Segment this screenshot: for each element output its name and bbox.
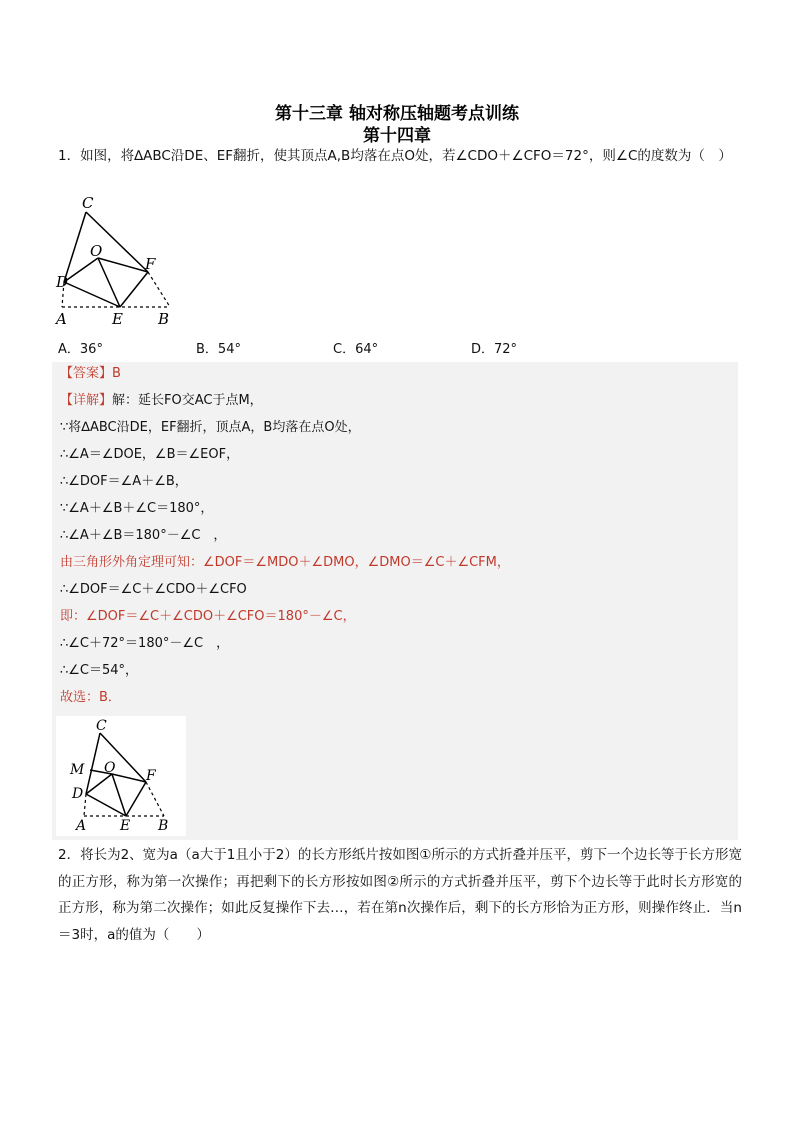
fig2-label-f: F	[146, 768, 156, 784]
detail-line-2: ∴∠A＝∠DOE，∠B＝∠EOF，	[60, 447, 240, 462]
option-d[interactable]: D．72°	[471, 342, 518, 357]
detail-line-1: ∵将∆ABC沿DE，EF翻折，顶点A，B均落在点O处，	[60, 420, 361, 435]
fig1-label-o: O	[90, 242, 103, 260]
option-c[interactable]: C．64°	[333, 342, 379, 357]
detail-line-11: 故选：B．	[60, 690, 121, 705]
fig2-label-m: M	[70, 762, 85, 778]
solution-figure	[56, 716, 186, 836]
chapter-title: 第十三章 轴对称压轴题考点训练	[275, 104, 519, 124]
solution-box	[52, 362, 738, 840]
detail-line-3: ∴∠DOF＝∠A＋∠B，	[60, 474, 188, 489]
detail-tag: 【详解】	[60, 393, 113, 408]
fig2-label-d: D	[72, 786, 84, 802]
fig2-label-b: B	[158, 818, 169, 834]
detail-line-5: ∴∠A＋∠B＝180°－∠C ，	[60, 528, 227, 543]
fig1-label-e: E	[112, 310, 123, 328]
detail-line-10: ∴∠C＝54°，	[60, 663, 139, 678]
detail-line-0: 【详解】解：延长FO交AC于点M，	[60, 393, 263, 408]
detail-line-6: 由三角形外角定理可知：∠DOF＝∠MDO＋∠DMO，∠DMO＝∠C＋∠CFM，	[60, 555, 510, 570]
answer-line	[60, 364, 121, 384]
detail-line-8: 即：∠DOF＝∠C＋∠CDO＋∠CFO＝180°－∠C，	[60, 609, 356, 624]
option-b[interactable]: B．54°	[196, 342, 241, 357]
fig1-label-f: F	[145, 255, 156, 273]
fig1-label-a: A	[56, 310, 67, 328]
detail-line-4: ∵∠A＋∠B＋∠C＝180°，	[60, 501, 214, 516]
fig1-label-c: C	[82, 194, 94, 212]
fig2-label-e: E	[120, 818, 131, 834]
question-2-text: 2．将长为2、宽为a（a大于1且小于2）的长方形纸片按如图①所示的方式折叠并压平，剪下一个边长等于长方形宽的正方形，称为第一次操作；再把剩下的长方形按如图②所示的方式折叠并压平，剪下个边长等于此时长方形宽的正方形，称为第二次操作；如此反复操作下去…，若在第n次操作后，剩下的长方形恰为正方形，则操作终止．当n＝3时，a的值为（ ）	[58, 847, 743, 943]
question-1-figure	[52, 190, 182, 330]
fig2-label-a: A	[76, 818, 87, 834]
answer-value: B	[112, 366, 121, 381]
fig2-label-c: C	[96, 718, 107, 734]
solution-figure-svg	[56, 716, 186, 836]
chapter-subtitle: 第十四章	[363, 126, 431, 146]
detail-line-9: ∴∠C＋72°＝180°－∠C ，	[60, 636, 230, 651]
fig1-label-d: D	[56, 273, 69, 291]
question-1-text: 1．如图，将∆ABC沿DE、EF翻折，使其顶点A,B均落在点O处，若∠CDO＋∠CFO＝72°，则∠C的度数为（ ）	[58, 148, 732, 164]
question-1-options	[58, 338, 658, 356]
answer-tag: 【答案】	[60, 366, 113, 381]
detail-line-7: ∴∠DOF＝∠C＋∠CDO＋∠CFO	[60, 582, 247, 597]
fig2-label-o: O	[104, 760, 116, 776]
option-a[interactable]: A．36°	[58, 342, 103, 357]
fig1-label-b: B	[158, 310, 170, 328]
